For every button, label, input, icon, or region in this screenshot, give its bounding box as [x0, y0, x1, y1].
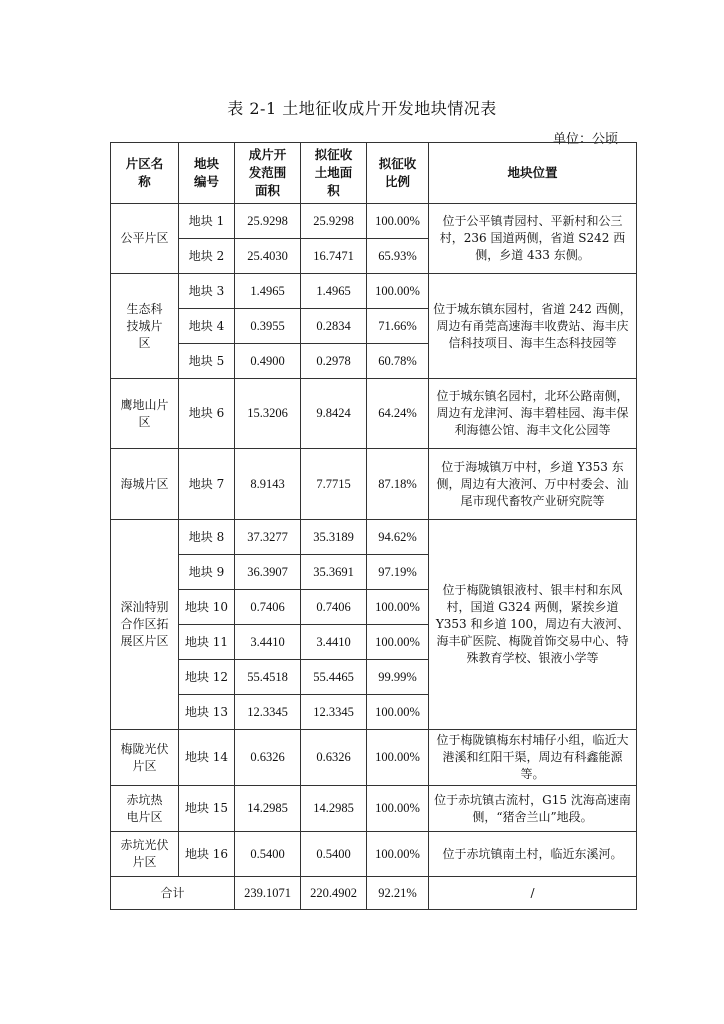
header-area: 片区名称	[111, 143, 179, 204]
plan-area-cell: 35.3189	[301, 520, 367, 555]
range-area-cell: 0.3955	[235, 309, 301, 344]
plan-area-cell: 0.7406	[301, 590, 367, 625]
header-range-area: 成片开发范围面积	[235, 143, 301, 204]
area-name-cell: 鹰地山片区	[111, 379, 179, 449]
ratio-cell: 64.24%	[367, 379, 429, 449]
plan-area-cell: 9.8424	[301, 379, 367, 449]
location-cell: 位于赤坑镇古流村，G15 沈海高速南侧，“猪舍兰山”地段。	[429, 786, 637, 832]
ratio-cell: 100.00%	[367, 625, 429, 660]
table-row	[111, 274, 637, 309]
plan-area-cell: 12.3345	[301, 695, 367, 730]
plot-cell: 地块 15	[179, 786, 235, 832]
plan-area-cell: 16.7471	[301, 239, 367, 274]
plan-area-cell: 55.4465	[301, 660, 367, 695]
location-cell: 位于梅陇镇梅东村埔仔小组，临近大港溪和红阳干渠，周边有科鑫能源等。	[429, 730, 637, 786]
location-cell: 位于公平镇青园村、平新村和公三村，236 国道两侧，省道 S242 西侧，乡道 433 东侧。	[429, 204, 637, 274]
plot-cell: 地块 1	[179, 204, 235, 239]
ratio-cell: 100.00%	[367, 590, 429, 625]
area-name-cell: 海城片区	[111, 449, 179, 520]
range-area-cell: 37.3277	[235, 520, 301, 555]
area-name-cell: 梅陇光伏片区	[111, 730, 179, 786]
plot-cell: 地块 9	[179, 555, 235, 590]
ratio-cell: 87.18%	[367, 449, 429, 520]
header-ratio: 拟征收比例	[367, 143, 429, 204]
table-row	[111, 520, 637, 555]
area-name-cell: 生态科技城片区	[111, 274, 179, 379]
table-row	[111, 786, 637, 832]
plot-cell: 地块 13	[179, 695, 235, 730]
area-name-cell: 赤坑光伏片区	[111, 832, 179, 877]
ratio-cell: 99.99%	[367, 660, 429, 695]
plot-cell: 地块 4	[179, 309, 235, 344]
plan-area-cell: 0.2978	[301, 344, 367, 379]
ratio-cell: 60.78%	[367, 344, 429, 379]
total-location-cell: /	[429, 877, 637, 910]
range-area-cell: 25.4030	[235, 239, 301, 274]
range-area-cell: 0.5400	[235, 832, 301, 877]
plan-area-cell: 3.4410	[301, 625, 367, 660]
range-area-cell: 25.9298	[235, 204, 301, 239]
ratio-cell: 100.00%	[367, 786, 429, 832]
plan-area-cell: 0.5400	[301, 832, 367, 877]
range-area-cell: 0.6326	[235, 730, 301, 786]
range-area-cell: 14.2985	[235, 786, 301, 832]
location-cell: 位于城东镇名园村，北环公路南侧，周边有龙津河、海丰碧桂园、海丰保利海德公馆、海丰文化公园等	[429, 379, 637, 449]
location-cell: 位于梅陇镇银液村、银丰村和东风村，国道 G324 两侧，紧挨乡道 Y353 和乡道 100，周边有大液河、海丰矿医院、梅陇首饰交易中心、特殊教育学校、银液小学等	[429, 520, 637, 730]
plot-cell: 地块 16	[179, 832, 235, 877]
header-row	[111, 143, 637, 204]
plan-area-cell: 25.9298	[301, 204, 367, 239]
land-table	[110, 142, 637, 910]
range-area-cell: 3.4410	[235, 625, 301, 660]
ratio-cell: 100.00%	[367, 204, 429, 239]
plan-area-cell: 0.2834	[301, 309, 367, 344]
header-plot: 地块编号	[179, 143, 235, 204]
range-area-cell: 1.4965	[235, 274, 301, 309]
plot-cell: 地块 8	[179, 520, 235, 555]
table-title: 表 2-1 土地征收成片开发地块情况表	[227, 99, 497, 118]
range-area-cell: 0.4900	[235, 344, 301, 379]
location-cell: 位于城东镇东园村，省道 242 西侧，周边有甬莞高速海丰收费站、海丰庆信科技项目、海丰生态科技园等	[429, 274, 637, 379]
area-name-cell: 赤坑热电片区	[111, 786, 179, 832]
range-area-cell: 36.3907	[235, 555, 301, 590]
ratio-cell: 97.19%	[367, 555, 429, 590]
table-row	[111, 204, 637, 239]
range-area-cell: 12.3345	[235, 695, 301, 730]
plan-area-cell: 0.6326	[301, 730, 367, 786]
total-ratio-cell: 92.21%	[367, 877, 429, 910]
total-plan-cell: 220.4902	[301, 877, 367, 910]
plot-cell: 地块 11	[179, 625, 235, 660]
location-cell: 位于赤坑镇南土村，临近东溪河。	[429, 832, 637, 877]
ratio-cell: 65.93%	[367, 239, 429, 274]
location-cell: 位于海城镇万中村，乡道 Y353 东侧，周边有大液河、万中村委会、汕尾市现代畜牧产业研究院等	[429, 449, 637, 520]
range-area-cell: 8.9143	[235, 449, 301, 520]
range-area-cell: 55.4518	[235, 660, 301, 695]
table-row	[111, 730, 637, 786]
ratio-cell: 100.00%	[367, 730, 429, 786]
total-label-cell: 合计	[111, 877, 235, 910]
plot-cell: 地块 2	[179, 239, 235, 274]
plot-cell: 地块 14	[179, 730, 235, 786]
range-area-cell: 15.3206	[235, 379, 301, 449]
total-range-cell: 239.1071	[235, 877, 301, 910]
area-name-cell: 深汕特别合作区拓展区片区	[111, 520, 179, 730]
plot-cell: 地块 5	[179, 344, 235, 379]
plan-area-cell: 1.4965	[301, 274, 367, 309]
plot-cell: 地块 10	[179, 590, 235, 625]
plan-area-cell: 35.3691	[301, 555, 367, 590]
total-row	[111, 877, 637, 910]
table-row	[111, 832, 637, 877]
ratio-cell: 100.00%	[367, 274, 429, 309]
table-row	[111, 449, 637, 520]
plan-area-cell: 14.2985	[301, 786, 367, 832]
plot-cell: 地块 6	[179, 379, 235, 449]
header-plan-area: 拟征收土地面积	[301, 143, 367, 204]
range-area-cell: 0.7406	[235, 590, 301, 625]
plot-cell: 地块 3	[179, 274, 235, 309]
ratio-cell: 71.66%	[367, 309, 429, 344]
area-name-cell: 公平片区	[111, 204, 179, 274]
header-location: 地块位置	[429, 143, 637, 204]
plan-area-cell: 7.7715	[301, 449, 367, 520]
ratio-cell: 100.00%	[367, 832, 429, 877]
ratio-cell: 100.00%	[367, 695, 429, 730]
plot-cell: 地块 7	[179, 449, 235, 520]
ratio-cell: 94.62%	[367, 520, 429, 555]
unit-label: 单位：公顷	[552, 132, 618, 147]
table-row	[111, 379, 637, 449]
plot-cell: 地块 12	[179, 660, 235, 695]
